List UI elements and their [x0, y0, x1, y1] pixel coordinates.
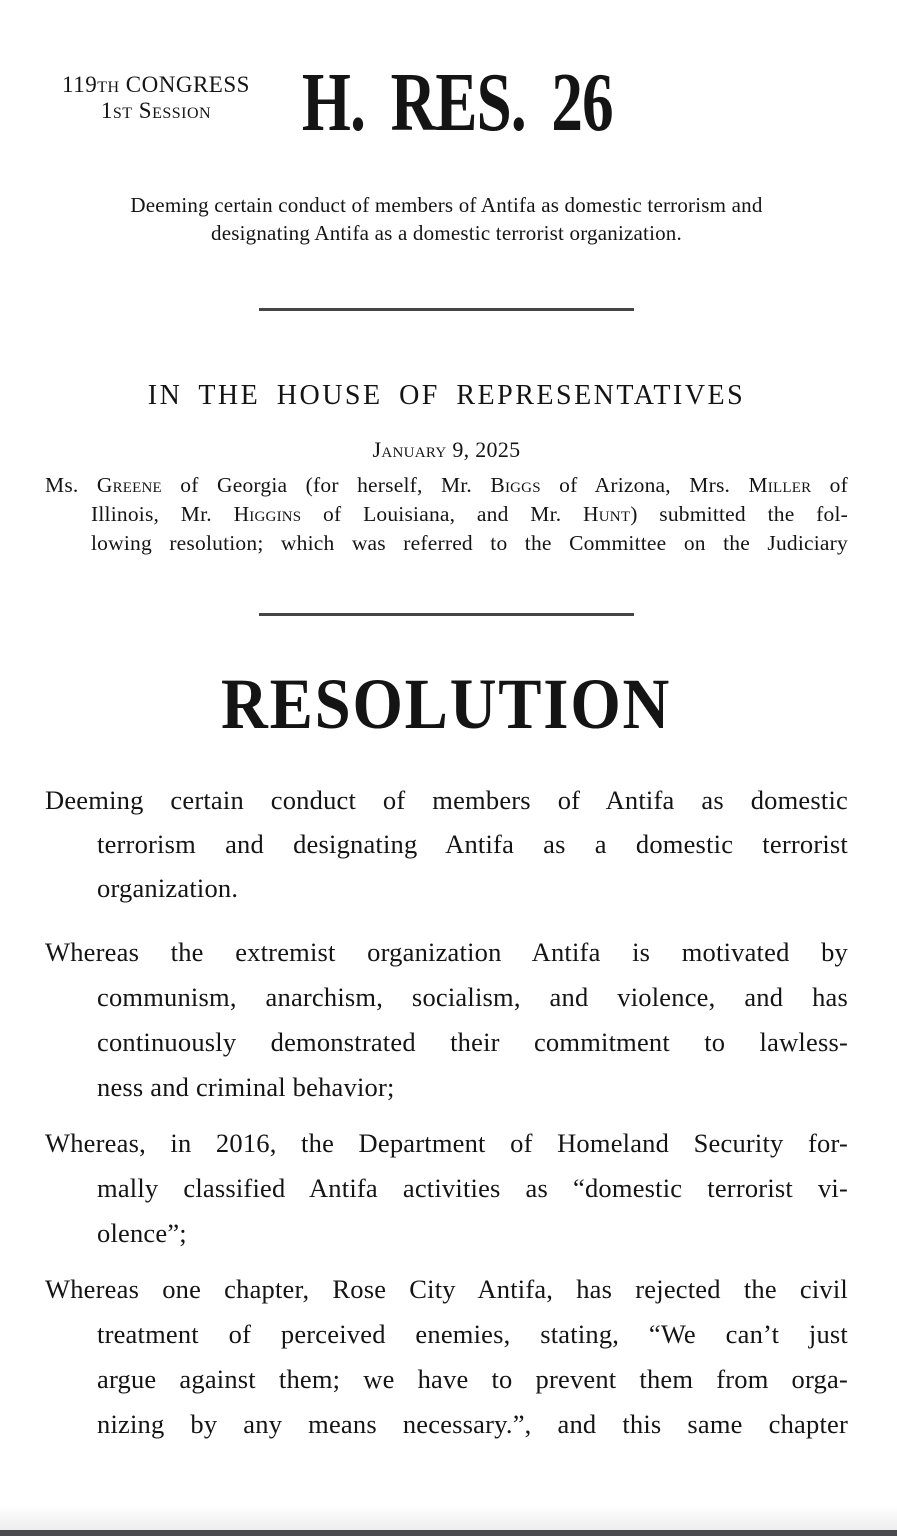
measure-description: [45, 192, 848, 247]
text-run: designating Antifa as a domestic terrorist organization.: [211, 220, 682, 245]
text-run: of: [811, 473, 848, 497]
window-bottom-edge: [0, 1530, 897, 1536]
preamble-paragraph: [45, 778, 848, 910]
text-run: Hunt: [583, 502, 631, 526]
text-run: Miller: [748, 473, 812, 497]
text-run: Higgins: [233, 502, 302, 526]
text-line: [91, 500, 848, 529]
bill-number-title: [45, 55, 848, 151]
text-run: 9, 2025: [446, 437, 521, 462]
sponsor-paragraph: [45, 471, 848, 558]
text-line: [45, 1267, 848, 1312]
text-run: January: [372, 437, 447, 462]
text-run: organization.: [97, 873, 239, 903]
text-run: communism, anarchism, socialism, and violence, and has: [97, 982, 848, 1012]
text-line: [45, 778, 848, 822]
text-run: terrorism and designating Antifa as a domestic terrorist: [97, 829, 848, 859]
text-run: Ms.: [45, 473, 97, 497]
text-run: olence”;: [97, 1218, 187, 1248]
text-line: [97, 1020, 848, 1065]
text-run: argue against them; we have to prevent them from orga-: [97, 1364, 848, 1394]
text-line: [45, 930, 848, 975]
text-line: [45, 1121, 848, 1166]
text-line: [97, 1357, 848, 1402]
text-run: CONGRESS: [119, 72, 250, 97]
resolution-heading: [45, 666, 848, 762]
text-run: Deeming certain conduct of members of Antifa as domestic: [45, 785, 848, 815]
introduction-date: [45, 437, 848, 463]
text-line: [45, 192, 848, 220]
resolution-heading-text: RESOLUTION: [221, 664, 672, 744]
bill-header: [45, 56, 848, 192]
text-run: Biggs: [490, 473, 541, 497]
text-run: of Louisiana, and Mr.: [301, 502, 584, 526]
text-line: [97, 1402, 848, 1447]
text-line: [97, 1312, 848, 1357]
text-run: 119: [62, 72, 98, 97]
text-run: th: [97, 72, 120, 97]
text-line: [97, 1211, 848, 1256]
bill-number-text: H. RES. 26: [301, 56, 614, 149]
text-line: [45, 471, 848, 500]
text-run: Session: [138, 98, 212, 123]
text-run: treatment of perceived enemies, stating, “We can’t just: [97, 1319, 848, 1349]
separator-rule-top: [259, 308, 634, 311]
whereas-clause-1: [45, 930, 848, 1110]
text-run: Illinois, Mr.: [91, 502, 234, 526]
text-line: [45, 220, 848, 248]
text-line: [97, 866, 848, 910]
text-run: ) submitted the fol-: [630, 502, 848, 526]
chamber-heading: IN THE HOUSE OF REPRESENTATIVES: [147, 380, 746, 411]
text-run: st: [112, 98, 133, 123]
text-line: [97, 975, 848, 1020]
text-run: Whereas the extremist organization Antifa is motivated by: [45, 937, 848, 967]
text-run: Whereas, in 2016, the Department of Homeland Security for-: [45, 1128, 848, 1158]
text-run: lowing resolution; which was referred to the Committee on the Judiciary: [91, 531, 848, 555]
text-run: nizing by any means necessary.”, and this same chapter: [97, 1409, 848, 1439]
text-line: [91, 529, 848, 558]
separator-rule-bottom: [259, 613, 634, 616]
whereas-clause-2: [45, 1121, 848, 1256]
text-run: mally classified Antifa activities as “domestic terrorist vi-: [97, 1173, 848, 1203]
text-line: [97, 822, 848, 866]
text-run: continuously demonstrated their commitment to lawless-: [97, 1027, 848, 1057]
text-run: Whereas one chapter, Rose City Antifa, has rejected the civil: [45, 1274, 848, 1304]
text-run: Greene: [96, 473, 162, 497]
text-run: 1: [100, 98, 113, 123]
text-run: ness and criminal behavior;: [97, 1072, 395, 1102]
whereas-clause-3: [45, 1267, 848, 1447]
text-run: of Arizona, Mrs.: [540, 473, 749, 497]
text-line: [97, 1166, 848, 1211]
text-run: Deeming certain conduct of members of Antifa as domestic terrorism and: [130, 193, 763, 217]
text-line: [97, 1065, 848, 1110]
page-bottom-fade: [0, 1506, 897, 1530]
text-run: of Georgia (for herself, Mr.: [161, 473, 491, 497]
